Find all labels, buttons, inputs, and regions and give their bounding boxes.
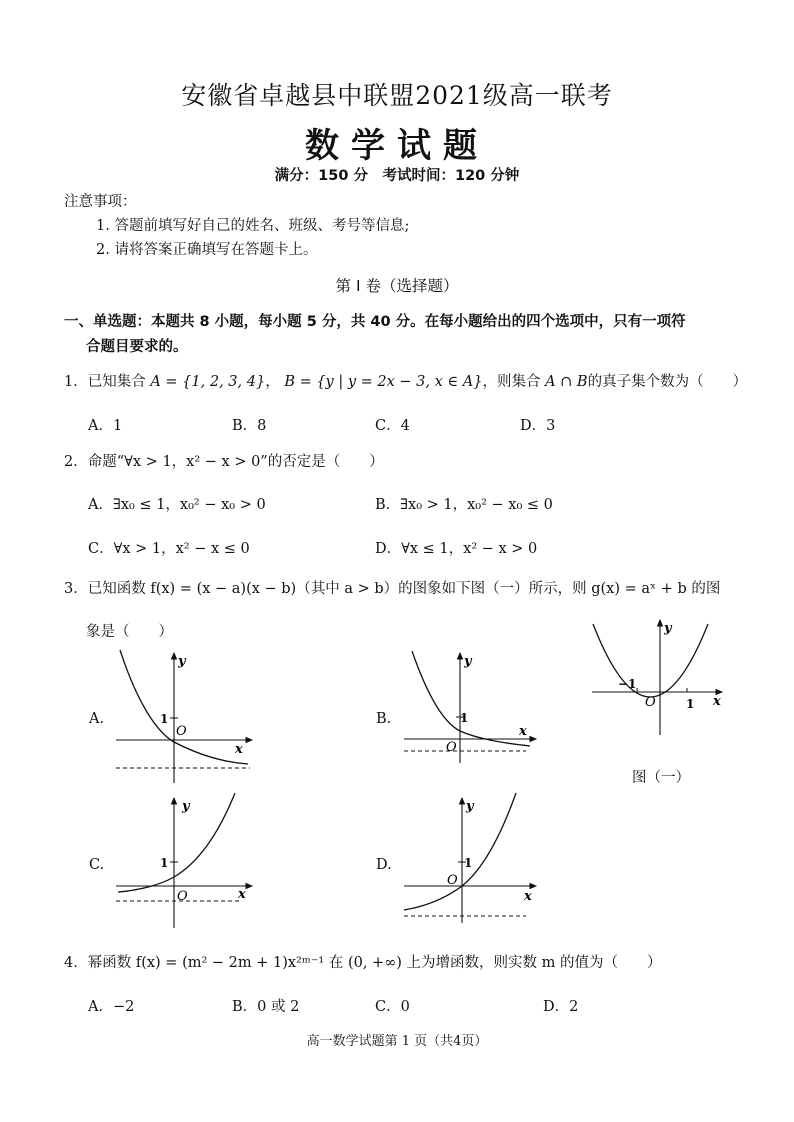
section-instruction-line2: 合题目要求的。	[86, 339, 188, 355]
q1-option-d: D．3	[520, 418, 556, 434]
q4-option-a: A．−2	[88, 999, 135, 1015]
q1-set-b: B = {y | y = 2x − 3, x ∈ A}	[284, 374, 483, 390]
graph-a-one: 1	[160, 712, 169, 726]
question-3	[64, 577, 720, 598]
q1-intersection: A ∩ B	[545, 374, 588, 390]
figure-1-parabola	[588, 612, 728, 737]
graph-a-x-label: x	[235, 742, 243, 757]
q2-option-c: C．∀x > 1，x² − x ≤ 0	[88, 541, 250, 557]
q2-number: 2．	[64, 454, 88, 470]
fig1-curve	[593, 624, 708, 697]
q1-set-a: A = {1, 2, 3, 4}	[150, 374, 266, 390]
question-1	[64, 370, 747, 391]
q1-text-3: 的真子集个数为（ ）	[587, 374, 748, 390]
graph-d-y-label: y	[466, 799, 474, 814]
graph-d-origin: O	[447, 873, 458, 888]
graph-d-x-label: x	[524, 889, 532, 904]
q4-option-b: B．0 或 2	[232, 999, 300, 1015]
q2-text: 命题“∀x > 1，x² − x > 0”的否定是（ ）	[87, 454, 384, 470]
graph-a-origin: O	[176, 724, 187, 739]
graph-b	[398, 645, 543, 765]
graph-c-curve	[118, 793, 235, 892]
section-instruction-line1: 一、单选题：本题共 8 小题，每小题 5 分，共 40 分。在每小题给出的四个选项中，只有一项符	[64, 314, 686, 330]
graph-d-one: 1	[464, 856, 473, 870]
q1-text-2: ，则集合	[482, 374, 541, 390]
q1-option-a: A．1	[88, 418, 123, 434]
q3-label-c: C.	[89, 857, 105, 873]
question-2	[64, 450, 384, 471]
graph-b-y-label: y	[464, 654, 472, 669]
fig1-origin: O	[645, 695, 656, 710]
exam-title: 安徽省卓越县中联盟2021级高一联考	[181, 81, 613, 110]
notice-item-1: 1. 答题前填写好自己的姓名、班级、考号等信息;	[96, 218, 410, 234]
question-4	[64, 951, 662, 972]
q2-option-d: D．∀x ≤ 1，x² − x > 0	[375, 541, 538, 557]
graph-c-x-label: x	[238, 887, 246, 902]
q4-option-d: D．2	[543, 999, 579, 1015]
q3-label-b: B.	[376, 711, 392, 727]
q4-number: 4．	[64, 955, 88, 971]
part-title: 第 I 卷（选择题）	[335, 277, 459, 295]
fig1-y-label: y	[664, 621, 672, 636]
graph-c-one: 1	[160, 856, 169, 870]
q1-number: 1．	[64, 374, 88, 390]
q1-sep: ，	[265, 374, 280, 390]
q3-number: 3．	[64, 581, 88, 597]
graph-b-origin: O	[446, 740, 457, 755]
q4-option-c: C．0	[375, 999, 410, 1015]
q2-option-a: A．∃x₀ ≤ 1，x₀² − x₀ > 0	[88, 497, 266, 513]
notice-item-2: 2. 请将答案正确填写在答题卡上。	[96, 242, 318, 258]
q1-text-1: 已知集合	[87, 374, 146, 390]
graph-b-x-label: x	[519, 724, 527, 739]
graph-a-y-label: y	[178, 654, 186, 669]
q3-text-line2: 象是（ ）	[86, 624, 173, 640]
q3-label-d: D.	[376, 857, 392, 873]
exam-info: 满分：150 分 考试时间：120 分钟	[274, 168, 520, 184]
subject-title: 数学试题	[305, 126, 489, 166]
page-footer: 高一数学试题第 1 页（共4页）	[306, 1034, 488, 1049]
graph-a	[110, 645, 260, 785]
fig1-x-label: x	[713, 694, 721, 709]
q1-option-c: C．4	[375, 418, 410, 434]
q3-label-a: A.	[89, 711, 105, 727]
notice-heading: 注意事项：	[64, 194, 137, 210]
figure-1-caption: 图（一）	[632, 770, 690, 786]
graph-c-origin: O	[177, 889, 188, 904]
graph-d-curve	[404, 793, 516, 910]
graph-b-one: 1	[460, 711, 469, 725]
q1-option-b: B．8	[232, 418, 267, 434]
graph-d	[398, 790, 543, 925]
graph-c	[110, 790, 260, 930]
fig1-one: 1	[686, 697, 695, 711]
graph-c-y-label: y	[182, 799, 190, 814]
q2-option-b: B．∃x₀ > 1，x₀² − x₀ ≤ 0	[375, 497, 553, 513]
q4-text: 幂函数 f(x) = (m² − 2m + 1)x²ᵐ⁻¹ 在 (0, +∞) 上为增函数，则实数 m 的值为（ ）	[87, 955, 662, 971]
q3-text: 已知函数 f(x) = (x − a)(x − b)（其中 a > b）的图象如下图（一）所示，则 g(x) = aˣ + b 的图	[87, 581, 721, 597]
fig1-neg-one: −1	[618, 677, 637, 691]
